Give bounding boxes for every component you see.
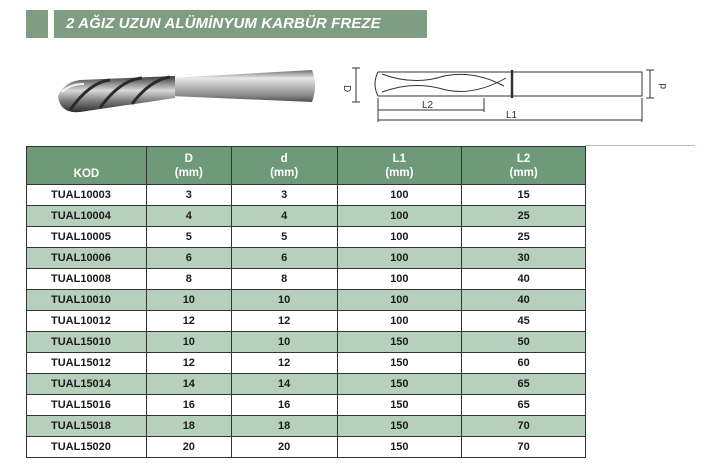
cell-L2: 65: [462, 395, 586, 416]
title-bar: [26, 10, 427, 38]
cell-L2: 70: [462, 437, 586, 458]
cell-L2: 45: [462, 311, 586, 332]
header-d: d (mm): [231, 147, 337, 185]
table-row: [27, 416, 586, 437]
cell-d: 20: [231, 437, 337, 458]
cell-kod: TUAL10006: [27, 248, 147, 269]
cell-D: 14: [146, 374, 231, 395]
cell-D: 3: [146, 185, 231, 206]
cell-L2: 15: [462, 185, 586, 206]
cell-D: 10: [146, 290, 231, 311]
cell-kod: TUAL15020: [27, 437, 147, 458]
spec-table: [26, 146, 586, 458]
cell-L1: 150: [337, 437, 462, 458]
cell-d: 6: [231, 248, 337, 269]
cell-d: 5: [231, 227, 337, 248]
table-row: [27, 353, 586, 374]
cell-D: 20: [146, 437, 231, 458]
cell-D: 18: [146, 416, 231, 437]
cell-L1: 100: [337, 311, 462, 332]
cell-kod: TUAL15018: [27, 416, 147, 437]
cell-d: 4: [231, 206, 337, 227]
cell-L1: 150: [337, 353, 462, 374]
cell-d: 8: [231, 269, 337, 290]
table-row: [27, 374, 586, 395]
dim-D-label: D: [341, 85, 352, 93]
cell-d: 12: [231, 311, 337, 332]
cell-L2: 70: [462, 416, 586, 437]
cell-kod: TUAL15014: [27, 374, 147, 395]
cell-D: 8: [146, 269, 231, 290]
cell-kod: TUAL15012: [27, 353, 147, 374]
cell-L2: 30: [462, 248, 586, 269]
cell-d: 10: [231, 290, 337, 311]
table-row: [27, 269, 586, 290]
cell-L1: 100: [337, 227, 462, 248]
cell-d: 16: [231, 395, 337, 416]
cell-kod: TUAL10012: [27, 311, 147, 332]
technical-drawing: [334, 56, 694, 136]
cell-L2: 25: [462, 206, 586, 227]
cell-kod: TUAL10003: [27, 185, 147, 206]
cell-L2: 50: [462, 332, 586, 353]
cell-L2: 40: [462, 269, 586, 290]
dim-d-label: d: [658, 83, 669, 89]
table-row: [27, 395, 586, 416]
cell-kod: TUAL10008: [27, 269, 147, 290]
cell-kod: TUAL10004: [27, 206, 147, 227]
cell-L1: 150: [337, 395, 462, 416]
table-header-row: [27, 147, 586, 185]
page-title: 2 AĞIZ UZUN ALÜMİNYUM KARBÜR FREZE: [66, 15, 381, 32]
table-row: [27, 227, 586, 248]
title-accent: [40, 10, 54, 38]
table-row: [27, 290, 586, 311]
cell-L2: 65: [462, 374, 586, 395]
cell-kod: TUAL10005: [27, 227, 147, 248]
cell-d: 12: [231, 353, 337, 374]
end-mill-photo: [50, 62, 320, 120]
cell-D: 4: [146, 206, 231, 227]
cell-L1: 100: [337, 206, 462, 227]
cell-kod: TUAL15010: [27, 332, 147, 353]
table-row: [27, 332, 586, 353]
table-row: [27, 248, 586, 269]
cell-L2: 25: [462, 227, 586, 248]
table-row: [27, 185, 586, 206]
cell-d: 14: [231, 374, 337, 395]
divider-line: [585, 145, 695, 146]
cell-D: 10: [146, 332, 231, 353]
cell-d: 10: [231, 332, 337, 353]
cell-L1: 100: [337, 248, 462, 269]
cell-kod: TUAL15016: [27, 395, 147, 416]
cell-L1: 100: [337, 185, 462, 206]
table-row: [27, 437, 586, 458]
header-L2: L2 (mm): [462, 147, 586, 185]
dim-L1-label: L1: [506, 110, 518, 121]
cell-D: 16: [146, 395, 231, 416]
cell-L2: 60: [462, 353, 586, 374]
header-kod: KOD: [27, 147, 147, 185]
cell-D: 5: [146, 227, 231, 248]
table-row: [27, 206, 586, 227]
header-D: D (mm): [146, 147, 231, 185]
cell-d: 18: [231, 416, 337, 437]
cell-L1: 150: [337, 416, 462, 437]
cell-D: 6: [146, 248, 231, 269]
cell-kod: TUAL10010: [27, 290, 147, 311]
cell-L1: 100: [337, 290, 462, 311]
cell-L1: 150: [337, 332, 462, 353]
table-row: [27, 311, 586, 332]
cell-L1: 150: [337, 374, 462, 395]
header-L1: L1 (mm): [337, 147, 462, 185]
dim-L2-label: L2: [422, 100, 434, 111]
cell-L2: 40: [462, 290, 586, 311]
cell-d: 3: [231, 185, 337, 206]
cell-D: 12: [146, 353, 231, 374]
cell-D: 12: [146, 311, 231, 332]
cell-L1: 100: [337, 269, 462, 290]
